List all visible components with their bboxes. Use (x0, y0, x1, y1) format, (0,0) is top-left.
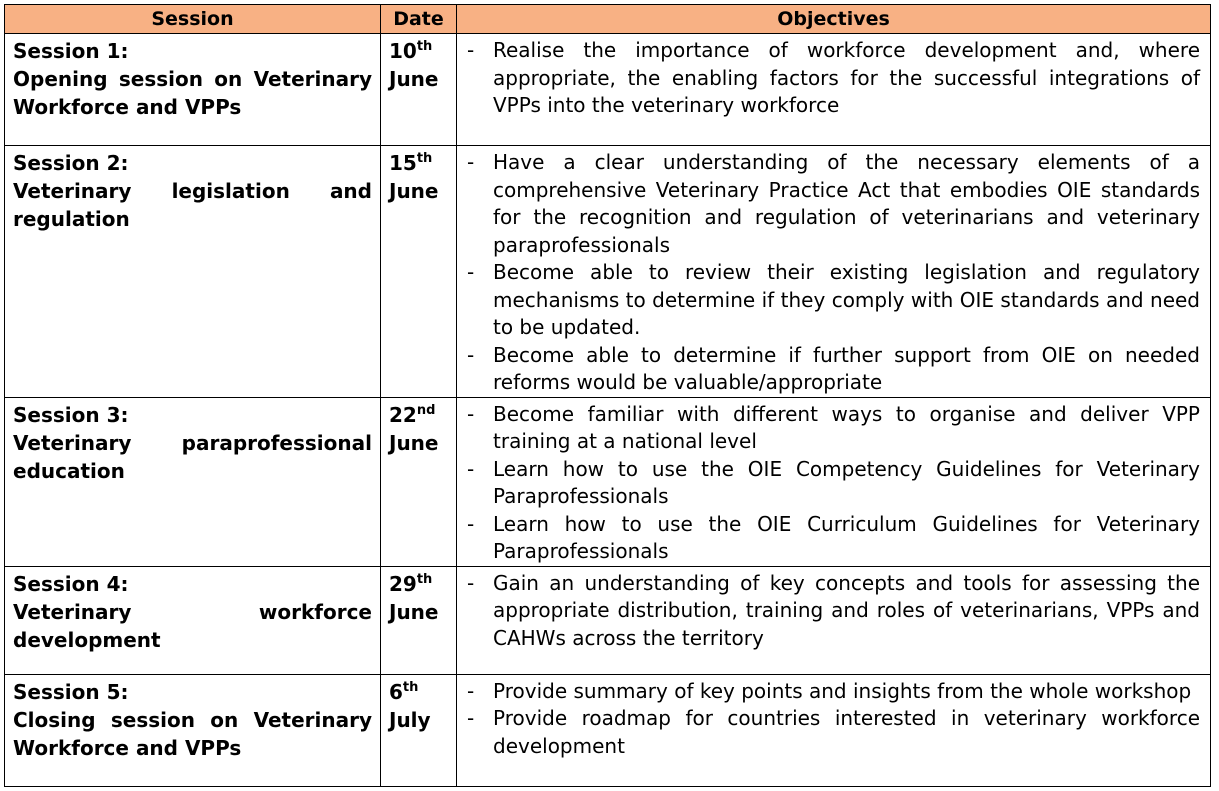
date-suffix: th (416, 39, 433, 54)
table-row (5, 674, 1211, 786)
objective-text: Realise the importance of workforce development and, where appropriate, the enabling factors for the successful integrations of VPPs into the veterinary workforce (493, 38, 1200, 117)
objective-text: Learn how to use the OIE Curriculum Guidelines for Veterinary Paraprofessionals (493, 511, 1200, 563)
objective-item: - Learn how to use the OIE Curriculum Guidelines for Veterinary Paraprofessionals (467, 511, 1200, 563)
objective-text: Learn how to use the OIE Competency Guidelines for Veterinary Paraprofessionals (493, 456, 1200, 508)
header-row (5, 5, 1211, 34)
objectives-cell (457, 34, 1211, 146)
objective-text: Provide roadmap for countries interested in veterinary workforce development (493, 706, 1200, 758)
date-day: 15 (389, 151, 417, 175)
session-cell (5, 34, 381, 146)
session-cell (5, 566, 381, 674)
objectives-cell (457, 397, 1211, 566)
objective-item: - Learn how to use the OIE Competency Guidelines for Veterinary Paraprofessionals (467, 456, 1200, 508)
session-name: Veterinary legislation and regulation (13, 179, 372, 231)
date-suffix: th (416, 571, 433, 587)
table-row (5, 397, 1211, 566)
objective-item: - Provide roadmap for countries interested in veterinary workforce development (467, 706, 1200, 758)
objective-text: Provide summary of key points and insights from the whole workshop (493, 678, 1192, 703)
session-name: Closing session on Veterinary Workforce and VPPs (13, 707, 372, 760)
objective-item: - Gain an understanding of key concepts and tools for assessing the appropriate distribution, training and roles of veterinarians, VPPs and CAHWs across the territory (467, 570, 1200, 650)
objectives-list (463, 37, 1200, 120)
session-name: Opening session on Veterinary Workforce and VPPs (13, 67, 372, 119)
session-label: Session 3: (13, 402, 129, 427)
date-cell (381, 34, 457, 146)
table-row (5, 566, 1211, 674)
session-cell (5, 397, 381, 566)
date-suffix: th (402, 679, 419, 695)
date-month: June (389, 599, 439, 624)
header-date: Date (381, 5, 457, 34)
objectives-list (463, 149, 1200, 397)
objectives-list (463, 401, 1200, 566)
date-day: 29 (389, 571, 417, 596)
date-day: 22 (389, 402, 417, 427)
date-day: 6 (389, 679, 403, 704)
header-session: Session (5, 5, 381, 34)
date-cell (381, 566, 457, 674)
session-cell (5, 674, 381, 786)
objective-item: - Provide summary of key points and insights from the whole workshop (467, 678, 1192, 703)
objective-text: Become familiar with different ways to organise and deliver VPP training at a national level (493, 401, 1200, 453)
objective-item: - Become able to review their existing legislation and regulatory mechanisms to determine if they comply with OIE standards and need to be updated. (467, 260, 1200, 339)
session-label: Session 5: (13, 679, 129, 704)
session-label: Session 4: (13, 571, 129, 596)
date-month: June (389, 67, 439, 91)
date-suffix: th (416, 151, 433, 166)
objectives-list (463, 678, 1200, 761)
objectives-cell (457, 146, 1211, 398)
objective-item: - Become able to determine if further support from OIE on needed reforms would be valuable/appropriate (467, 342, 1200, 394)
objectives-cell (457, 566, 1211, 674)
objective-text: Gain an understanding of key concepts and tools for assessing the appropriate distribution, training and roles of veterinarians, VPPs and CAHWs across the territory (493, 570, 1200, 650)
objectives-cell (457, 674, 1211, 786)
workshop-schedule-table (4, 4, 1211, 787)
objectives-list (463, 570, 1200, 653)
date-month: July (389, 707, 431, 732)
session-cell (5, 146, 381, 398)
date-cell (381, 397, 457, 566)
date-month: June (389, 430, 439, 455)
objective-item: - Realise the importance of workforce development and, where appropriate, the enabling factors for the successful integrations of VPPs into the veterinary workforce (467, 38, 1200, 117)
date-cell (381, 146, 457, 398)
date-suffix: nd (416, 402, 436, 418)
session-name: Veterinary workforce development (13, 599, 372, 652)
session-label: Session 2: (13, 151, 129, 175)
header-objectives: Objectives (457, 5, 1211, 34)
objective-text: Become able to determine if further support from OIE on needed reforms would be valuable/appropriate (493, 342, 1200, 394)
objective-text: Have a clear understanding of the necessary elements of a comprehensive Veterinary Practice Act that embodies OIE standards for the recognition and regulation of veterinarians and veterinary paraprofessionals (493, 150, 1200, 257)
session-name: Veterinary paraprofessional education (13, 430, 372, 483)
table-row (5, 34, 1211, 146)
objective-text: Become able to review their existing legislation and regulatory mechanisms to determine if they comply with OIE standards and need to be updated. (493, 260, 1200, 339)
table-row (5, 146, 1211, 398)
session-label: Session 1: (13, 39, 129, 63)
date-cell (381, 674, 457, 786)
date-month: June (389, 179, 439, 203)
objective-item: - Become familiar with different ways to organise and deliver VPP training at a national level (467, 401, 1200, 453)
date-day: 10 (389, 39, 417, 63)
objective-item: - Have a clear understanding of the necessary elements of a comprehensive Veterinary Practice Act that embodies OIE standards for the recognition and regulation of veterinarians and veterinary paraprofessionals (467, 150, 1200, 257)
